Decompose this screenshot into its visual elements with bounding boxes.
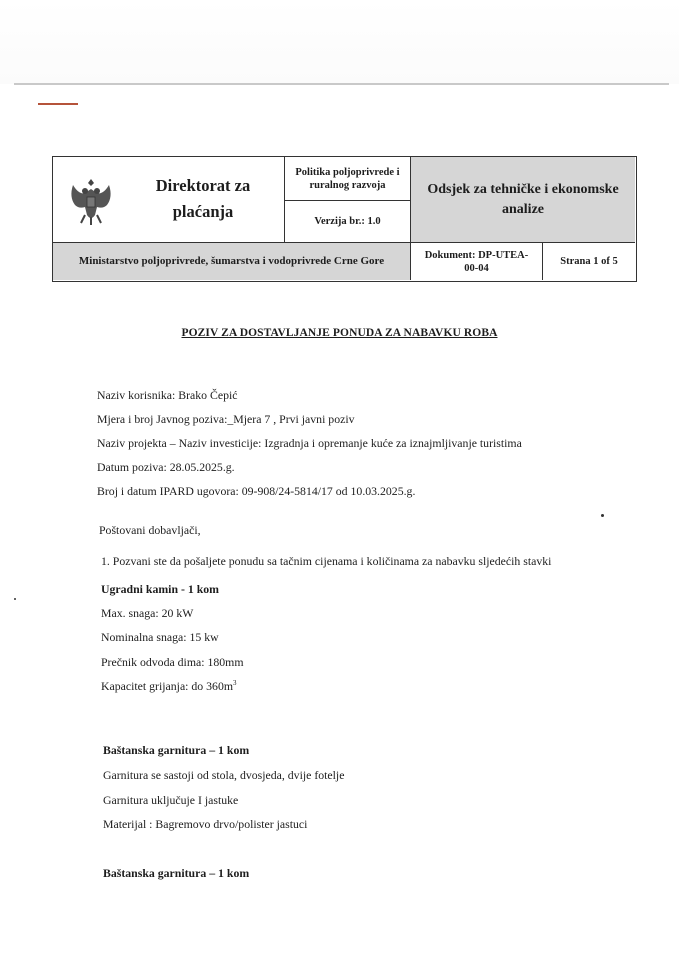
directorate-title: Direktorat za plaćanja bbox=[155, 176, 251, 221]
item-spec: Garnitura se sastoji od stola, dvosjeda, dvije fotelje bbox=[103, 768, 345, 782]
header-left-cell bbox=[53, 157, 285, 243]
scan-speck bbox=[14, 598, 16, 600]
item-title: Ugradni kamin - 1 kom bbox=[101, 582, 219, 596]
scan-page-edge bbox=[14, 83, 669, 85]
coat-of-arms-icon bbox=[65, 175, 117, 227]
item-spec: Nominalna snaga: 15 kw bbox=[101, 630, 219, 644]
info-date: Datum poziva: 28.05.2025.g. bbox=[97, 460, 235, 474]
scan-speck bbox=[601, 514, 604, 517]
scan-background bbox=[0, 0, 679, 84]
page-number-cell: Strana 1 of 5 bbox=[560, 256, 618, 267]
item-title: Baštanska garnitura – 1 kom bbox=[103, 866, 250, 880]
info-contract: Broj i datum IPARD ugovora: 09-908/24-5814/17 od 10.03.2025.g. bbox=[97, 484, 416, 498]
document-title: POZIV ZA DOSTAVLJANJE PONUDA ZA NABAVKU ROBA bbox=[181, 327, 498, 339]
department-cell: Odsjek za tehničke i ekonomske analize bbox=[411, 157, 635, 243]
info-user: Naziv korisnika: Brako Čepić bbox=[97, 388, 238, 402]
item-spec-capacity bbox=[101, 679, 237, 694]
item-spec: Max. snaga: 20 kW bbox=[101, 606, 194, 620]
capacity-text: Kapacitet grijanja: do 360m bbox=[101, 679, 234, 693]
ministry-cell: Ministarstvo poljoprivrede, šumarstva i vodoprivrede Crne Gore bbox=[53, 243, 411, 280]
policy-cell: Politika poljoprivrede i ruralnog razvoja bbox=[285, 157, 411, 201]
info-project: Naziv projekta – Naziv investicije: Izgradnja i opremanje kuće za iznajmljivanje turistima bbox=[97, 436, 522, 450]
scan-mark bbox=[38, 103, 78, 105]
item-spec: Garnitura uključuje I jastuke bbox=[103, 793, 239, 807]
info-measure: Mjera i broj Javnog poziva:_Mjera 7 , Prvi javni poziv bbox=[97, 412, 355, 426]
document-code-cell: Dokument: DP-UTEA-00-04 bbox=[411, 243, 543, 280]
capacity-unit-exponent: 3 bbox=[233, 679, 237, 688]
intro-paragraph: 1. Pozvani ste da pošaljete ponudu sa tačnim cijenama i količinama za nabavku sljedećih stavki bbox=[101, 554, 552, 568]
version-cell: Verzija br.: 1.0 bbox=[285, 201, 411, 243]
item-title: Baštanska garnitura – 1 kom bbox=[103, 743, 250, 757]
greeting: Poštovani dobavljači, bbox=[99, 523, 201, 537]
item-spec: Prečnik odvoda dima: 180mm bbox=[101, 655, 244, 669]
document-header-table bbox=[52, 156, 637, 282]
item-spec: Materijal : Bagremovo drvo/polister jastuci bbox=[103, 817, 308, 831]
